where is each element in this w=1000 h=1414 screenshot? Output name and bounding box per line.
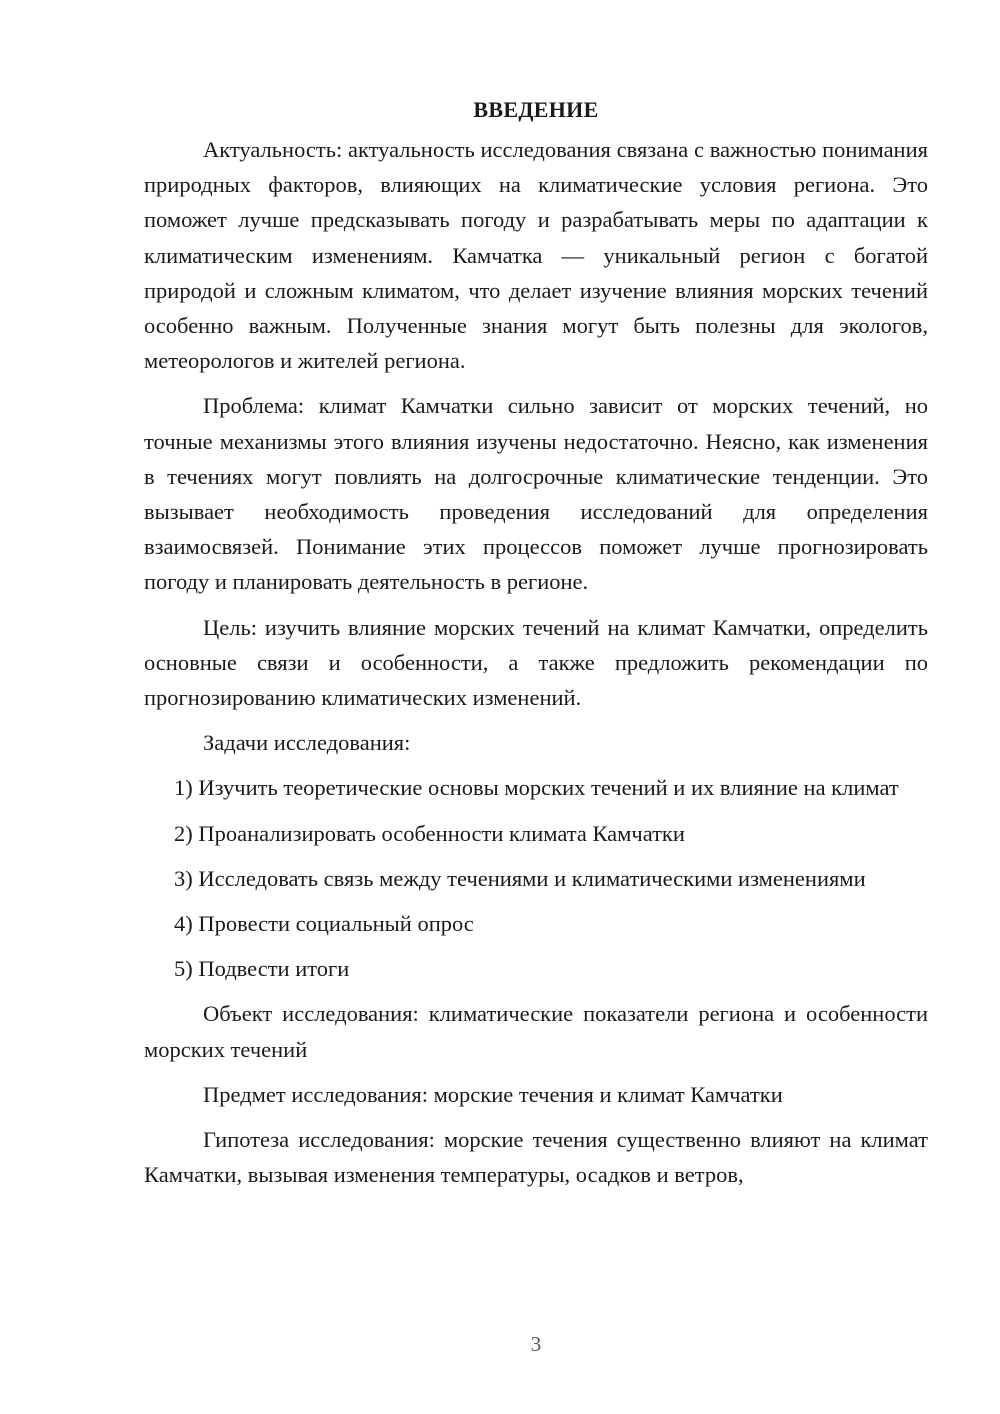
hypothesis-paragraph: Гипотеза исследования: морские течения существенно влияют на климат Камчатки, вызывая изменения температуры, осадков и ветров,	[144, 1127, 928, 1188]
list-item: 3) Исследовать связь между течениями и климатическими изменениями	[174, 865, 866, 891]
problem-paragraph: Проблема: климат Камчатки сильно зависит от морских течений, но точные механизмы этого влияния изучены недостаточно. Неясно, как изменения в течениях могут повлиять на долгосрочные климатические тенденции. Это вызывает необходимость проведения исследований для определения взаимосвязей. Понимание этих процессов поможет лучше прогнозировать погоду и планировать деятельность в регионе.	[144, 393, 928, 595]
object-paragraph: Объект исследования: климатические показатели региона и особенности морских течений	[144, 1001, 928, 1062]
tasks-list	[144, 770, 928, 986]
subject-paragraph: Предмет исследования: морские течения и климат Камчатки	[203, 1081, 783, 1107]
page-number: 3	[530, 1332, 542, 1356]
section-heading: ВВЕДЕНИЕ	[473, 97, 599, 122]
tasks-title: Задачи исследования:	[203, 730, 411, 756]
list-item: 4) Провести социальный опрос	[174, 911, 474, 937]
list-item: 5) Подвести итоги	[174, 956, 350, 982]
document-page	[144, 92, 928, 1192]
list-item: 2) Проанализировать особенности климата Камчатки	[174, 820, 685, 846]
goal-paragraph: Цель: изучить влияние морских течений на климат Камчатки, определить основные связи и особенности, а также предложить рекомендации по прогнозированию климатических изменений.	[144, 614, 928, 711]
list-item: 1) Изучить теоретические основы морских течений и их влияние на климат	[174, 775, 899, 801]
relevance-paragraph: Актуальность: актуальность исследования связана с важностью понимания природных факторов, влияющих на климатические условия региона. Это поможет лучше предсказывать погоду и разрабатывать меры по адаптации к климатическим изменениям. Камчатка — уникальный регион с богатой природой и сложным климатом, что делает изучение влияния морских течений особенно важным. Полученные знания могут быть полезны для экологов, метеорологов и жителей региона.	[144, 137, 928, 374]
